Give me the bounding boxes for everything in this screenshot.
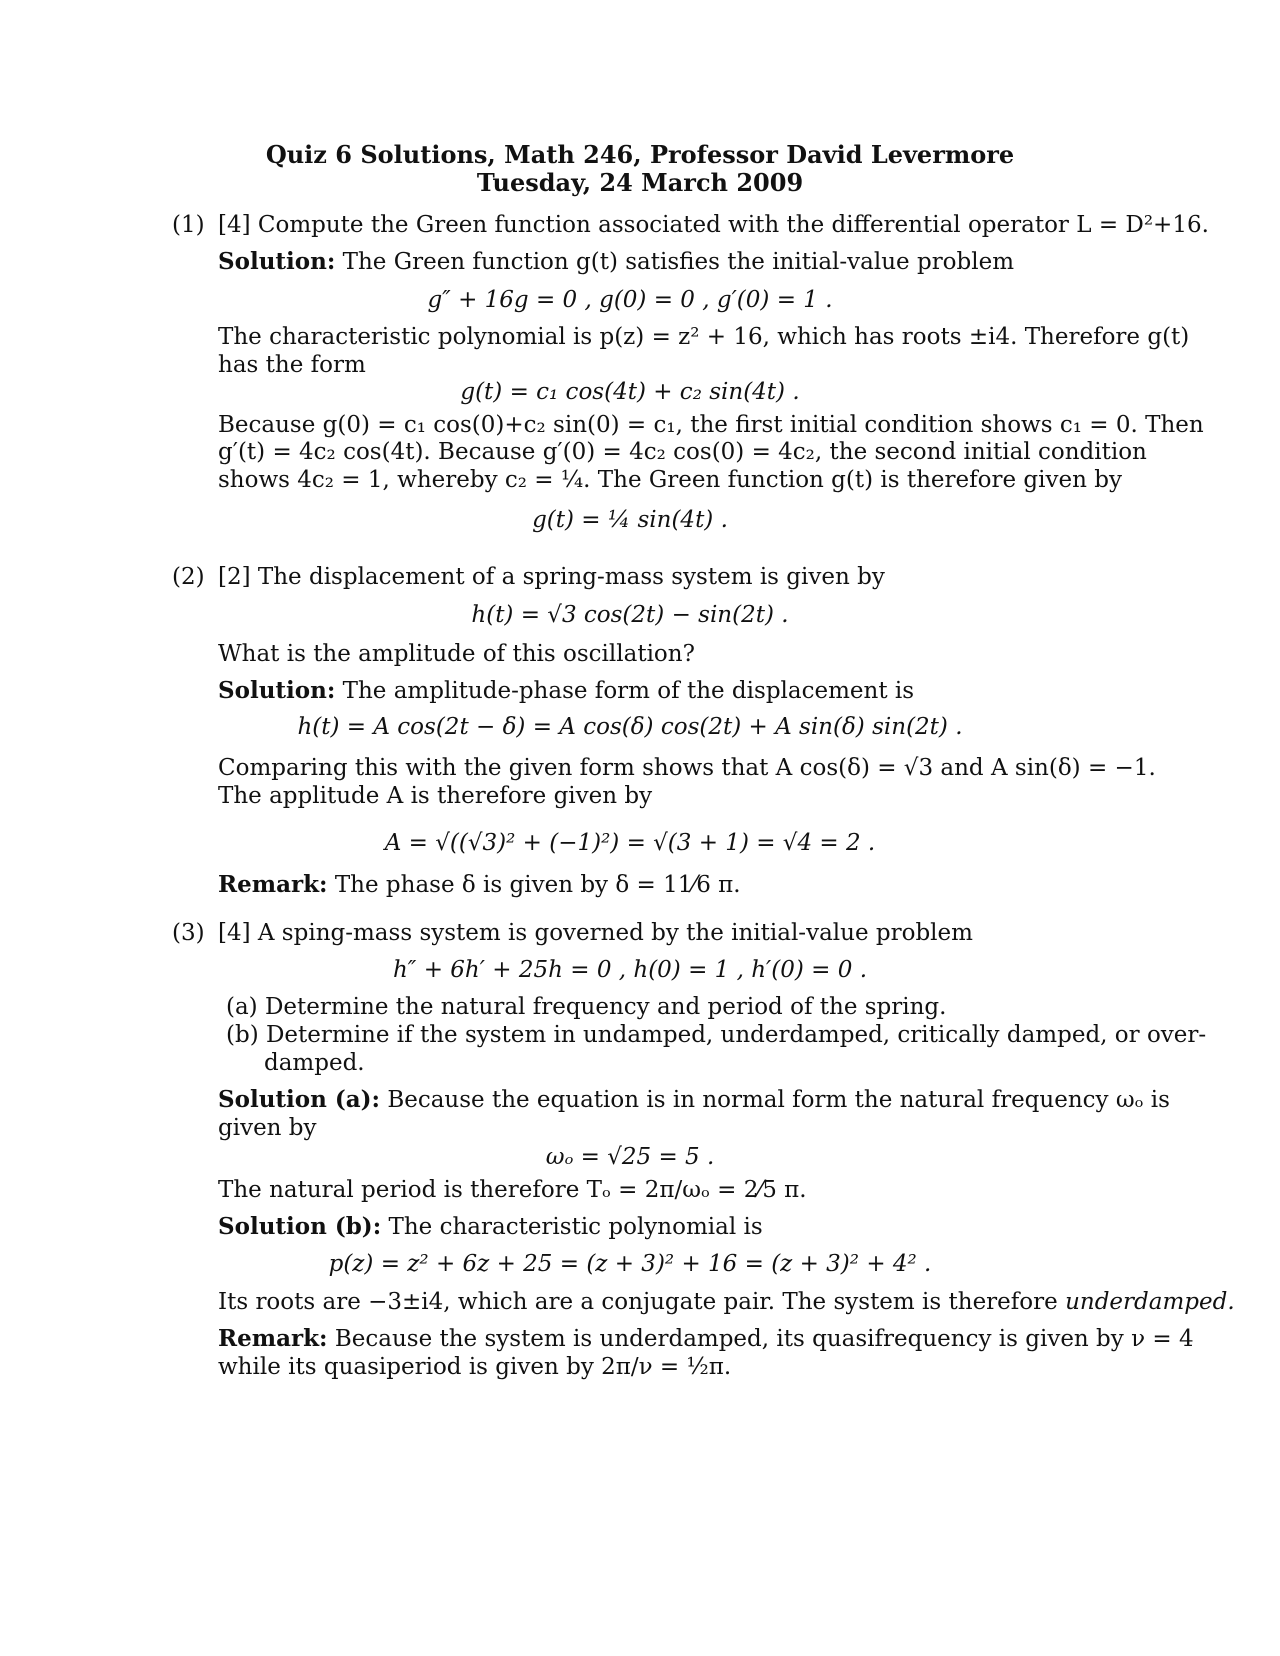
- problem-2-remark: [218, 871, 741, 899]
- remark-text: Because the system is underdamped, its quasifrequency is given by ν = 4: [334, 1326, 1194, 1352]
- page-date: Tuesday, 24 March 2009: [476, 168, 804, 197]
- problem-1-text-1: The characteristic polynomial is p(z) = z² + 16, which has roots ±i4. Therefore g(t): [218, 324, 1190, 350]
- solution-a-label: Solution (a):: [218, 1086, 380, 1113]
- problem-1-solution: [218, 248, 1014, 276]
- solution-text: The amplitude-phase form of the displacement is: [342, 678, 915, 704]
- problem-1-equation-1: g″ + 16g = 0 , g(0) = 0 , g′(0) = 1 .: [427, 287, 833, 313]
- problem-3-equation-2: ωₒ = √25 = 5 .: [545, 1144, 715, 1170]
- problem-1-text-5: shows 4c₂ = 1, whereby c₂ = ¼. The Green function g(t) is therefore given by: [218, 467, 1122, 493]
- problem-3-part-b-line-2: damped.: [264, 1050, 365, 1076]
- remark-label: Remark:: [218, 1325, 328, 1352]
- problem-3-part-b-line-1: (b) Determine if the system in undamped, underdamped, critically damped, or over-: [226, 1022, 1207, 1048]
- problem-3-part-a: (a) Determine the natural frequency and period of the spring.: [226, 994, 947, 1020]
- problem-2-equation-3: A = √((√3)² + (−1)²) = √(3 + 1) = √4 = 2 .: [384, 830, 876, 856]
- problem-3-solution-b: [218, 1213, 763, 1241]
- problem-3-prompt: [4] A sping-mass system is governed by the initial-value problem: [218, 920, 973, 946]
- problem-1-equation-3: g(t) = ¼ sin(4t) .: [532, 507, 728, 533]
- problem-3-equation-1: h″ + 6h′ + 25h = 0 , h(0) = 1 , h′(0) = 0 .: [392, 957, 867, 983]
- problem-3-solution-a-text-2: given by: [218, 1115, 317, 1141]
- solution-b-text: The characteristic polynomial is: [388, 1214, 763, 1240]
- problem-1-text-3: Because g(0) = c₁ cos(0)+c₂ sin(0) = c₁, the first initial condition shows c₁ = 0. Then: [218, 412, 1204, 438]
- roots-emphasis: underdamped.: [1065, 1289, 1235, 1315]
- problem-1-text-2: has the form: [218, 352, 366, 378]
- problem-3-period-text: The natural period is therefore Tₒ = 2π/ωₒ = 2⁄5 π.: [218, 1177, 807, 1203]
- problem-2-prompt: [2] The displacement of a spring-mass system is given by: [218, 564, 885, 590]
- problem-1-number: (1): [172, 212, 205, 238]
- problem-3-number: (3): [172, 920, 205, 946]
- problem-2-equation-2: h(t) = A cos(2t − δ) = A cos(δ) cos(2t) + A sin(δ) sin(2t) .: [297, 714, 963, 740]
- solution-b-label: Solution (b):: [218, 1213, 382, 1240]
- problem-3-remark: [218, 1325, 1194, 1353]
- problem-2-number: (2): [172, 564, 205, 590]
- problem-2-question: What is the amplitude of this oscillation?: [218, 641, 695, 667]
- problem-3-roots-text: [218, 1288, 1235, 1316]
- problem-3-remark-text-2: while its quasiperiod is given by 2π/ν = ½π.: [218, 1354, 732, 1380]
- problem-2-text-2: The applitude A is therefore given by: [218, 783, 653, 809]
- remark-text: The phase δ is given by δ = 11⁄6 π.: [334, 872, 741, 898]
- problem-2-text-1: Comparing this with the given form shows that A cos(δ) = √3 and A sin(δ) = −1.: [218, 755, 1156, 781]
- page-title: Quiz 6 Solutions, Math 246, Professor David Levermore: [265, 140, 1015, 169]
- problem-2-solution: [218, 677, 914, 705]
- problem-1-text-4: g′(t) = 4c₂ cos(4t). Because g′(0) = 4c₂ cos(0) = 4c₂, the second initial condition: [218, 439, 1147, 465]
- remark-label: Remark:: [218, 871, 328, 898]
- solution-label: Solution:: [218, 677, 336, 704]
- solution-text: The Green function g(t) satisfies the initial-value problem: [342, 249, 1015, 275]
- problem-1-prompt: [4] Compute the Green function associated with the differential operator L = D²+16.: [218, 212, 1209, 238]
- problem-3-equation-3: p(z) = z² + 6z + 25 = (z + 3)² + 16 = (z + 3)² + 4² .: [328, 1251, 932, 1277]
- solution-a-text: Because the equation is in normal form the natural frequency ωₒ is: [387, 1087, 1170, 1113]
- problem-2-equation-1: h(t) = √3 cos(2t) − sin(2t) .: [471, 602, 789, 628]
- problem-1-equation-2: g(t) = c₁ cos(4t) + c₂ sin(4t) .: [460, 379, 800, 405]
- roots-text: Its roots are −3±i4, which are a conjugate pair. The system is therefore: [218, 1289, 1058, 1315]
- solution-label: Solution:: [218, 248, 336, 275]
- problem-3-solution-a: [218, 1086, 1170, 1114]
